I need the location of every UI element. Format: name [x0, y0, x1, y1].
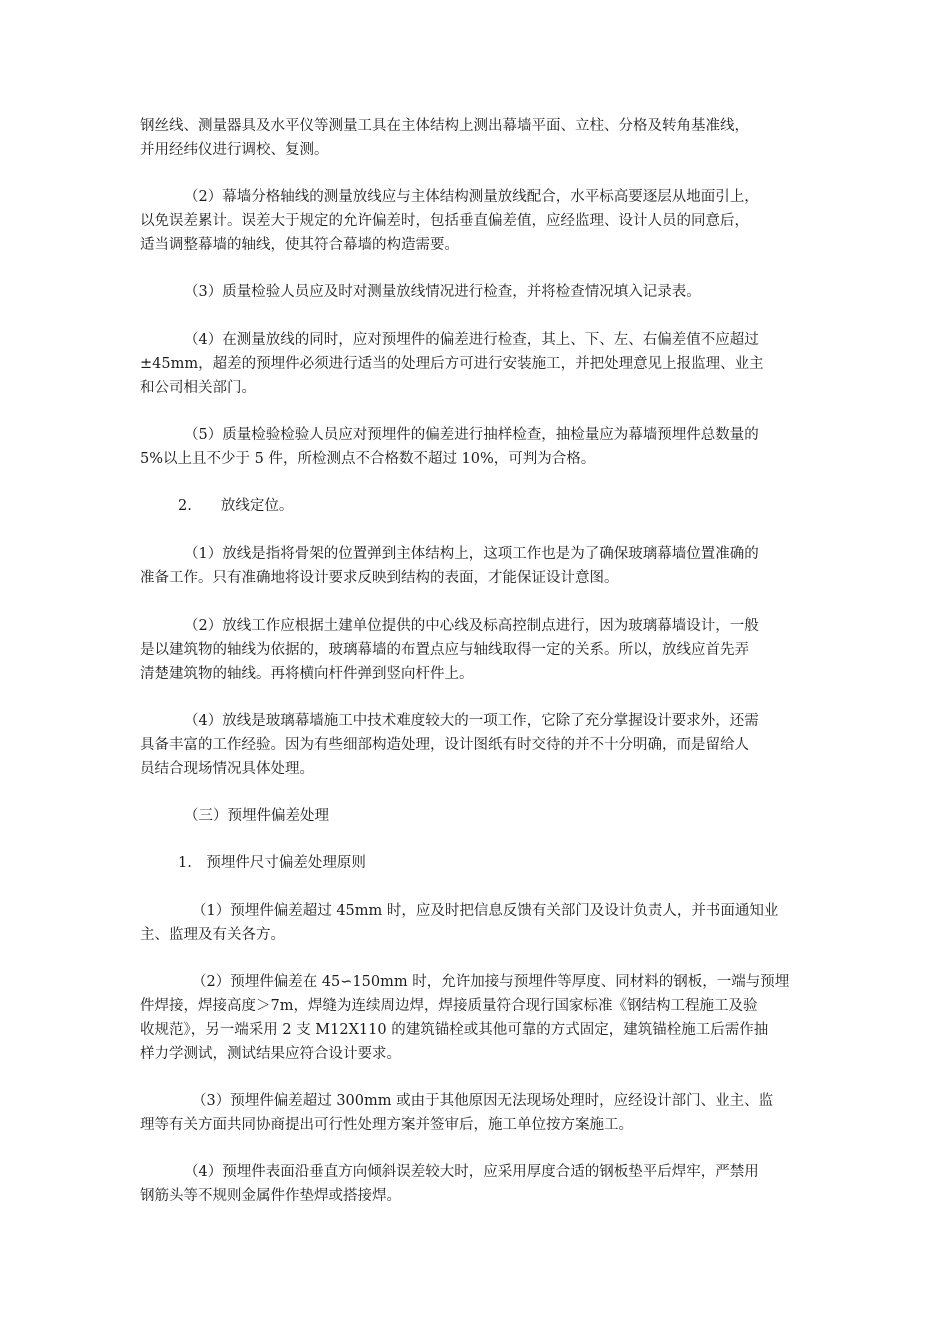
- subsection-heading-deviation-principles: [178, 851, 812, 875]
- paragraph-layout-1: [184, 542, 812, 566]
- text-line: 收规范》，另一端采用 2 支 M12X110 的建筑锚栓或其他可靠的方式固定，建筑锚栓施工后需作抽: [140, 1022, 769, 1038]
- text-line: 理等有关方面共同协商提出可行性处理方案并签审后，施工单位按方案施工。: [140, 1117, 633, 1133]
- text-line: 适当调整幕墙的轴线，使其符合幕墙的构造需要。: [140, 237, 459, 253]
- paragraph-layout-2-cont: [140, 638, 812, 686]
- text-line: （1）放线是指将骨架的位置弹到主体结构上，这项工作也是为了确保玻璃幕墙位置准确的: [184, 546, 759, 562]
- paragraph-layout-4-cont: [140, 733, 812, 781]
- text-line: （2）预埋件偏差在 45∽150mm 时，允许加接与预埋件等厚度、同材料的钢板，一端与预埋: [192, 974, 790, 990]
- text-line: 员结合现场情况具体处理。: [140, 761, 314, 777]
- section-heading-layout-positioning: [178, 494, 812, 518]
- paragraph-principle-1-cont: [140, 923, 812, 947]
- paragraph-principle-2: [192, 970, 812, 994]
- text-line: （4）预埋件表面沿垂直方向倾斜误差较大时，应采用厚度合适的钢板垫平后焊牢，严禁用: [184, 1164, 759, 1180]
- text-line: 样力学测试，测试结果应符合设计要求。: [140, 1046, 401, 1062]
- text-line: （2）放线工作应根据土建单位提供的中心线及标高控制点进行，因为玻璃幕墙设计，一般: [184, 618, 759, 634]
- text-line: 1. 预埋件尺寸偏差处理原则: [178, 855, 366, 871]
- text-line: （3）质量检验人员应及时对测量放线情况进行检查，并将检查情况填入记录表。: [184, 284, 701, 300]
- text-line: 5%以上且不少于 5 件，所检测点不合格数不超过 10%，可判为合格。: [140, 451, 596, 467]
- text-line: 准备工作。只有准确地将设计要求反映到结构的表面，才能保证设计意图。: [140, 570, 619, 586]
- paragraph-item-3-inspection: [184, 280, 812, 304]
- paragraph-layout-4: [184, 709, 812, 733]
- text-line: （5）质量检验检验人员应对预埋件的偏差进行抽样检查，抽检量应为幕墙预埋件总数量的: [184, 427, 759, 443]
- text-line: （1）预埋件偏差超过 45mm 时，应及时把信息反馈有关部门及设计负责人，并书面通知业: [192, 903, 779, 919]
- text-line: 钢丝线、测量器具及水平仪等测量工具在主体结构上测出幕墙平面、立柱、分格及转角基准线，: [140, 118, 749, 134]
- paragraph-item-5-sampling: [184, 423, 812, 447]
- paragraph-principle-2-cont: [140, 994, 812, 1066]
- text-line: 件焊接，焊接高度＞7m，焊缝为连续周边焊，焊接质量符合现行国家标准《钢结构工程施工及验: [140, 998, 758, 1014]
- paragraph-principle-3: [192, 1089, 812, 1113]
- paragraph-item-4-embedded-check-cont: [140, 352, 812, 400]
- text-line: 清楚建筑物的轴线。再将横向杆件弹到竖向杆件上。: [140, 666, 474, 682]
- text-line: 2. 放线定位。: [178, 498, 294, 514]
- paragraph-item-2-axis-layout-cont: [140, 209, 812, 257]
- text-line: （三）预埋件偏差处理: [184, 808, 329, 824]
- text-line: 并用经纬仪进行调校、复测。: [140, 142, 329, 158]
- text-line: 具备丰富的工作经验。因为有些细部构造处理，设计图纸有时交待的并不十分明确，而是留给人: [140, 737, 749, 753]
- text-line: （4）放线是玻璃幕墙施工中技术难度较大的一项工作，它除了充分掌握设计要求外，还需: [184, 713, 759, 729]
- paragraph-item-5-sampling-cont: [140, 447, 812, 471]
- text-line: （4）在测量放线的同时，应对预埋件的偏差进行检查，其上、下、左、右偏差值不应超过: [184, 332, 759, 348]
- text-line: 主、监理及有关各方。: [140, 927, 285, 943]
- text-line: 钢筋头等不规则金属件作垫焊或搭接焊。: [140, 1188, 401, 1204]
- text-line: 是以建筑物的轴线为依据的，玻璃幕墙的布置点应与轴线取得一定的关系。所以，放线应首先弄: [140, 642, 749, 658]
- paragraph-item-2-axis-layout: [184, 185, 812, 209]
- paragraph-principle-3-cont: [140, 1113, 812, 1137]
- text-line: 以免误差累计。误差大于规定的允许偏差时，包括垂直偏差值，应经监理、设计人员的同意后，: [140, 213, 749, 229]
- section-heading-embedded-deviation: [184, 804, 812, 828]
- text-line: ±45mm，超差的预埋件必须进行适当的处理后方可进行安装施工，并把处理意见上报监理、业主: [140, 356, 764, 372]
- paragraph-principle-4-cont: [140, 1184, 812, 1208]
- paragraph-layout-2: [184, 614, 812, 638]
- paragraph-layout-1-cont: [140, 566, 812, 590]
- text-line: （2）幕墙分格轴线的测量放线应与主体结构测量放线配合，水平标高要逐层从地面引上，: [184, 189, 759, 205]
- paragraph-principle-4: [184, 1160, 812, 1184]
- text-line: 和公司相关部门。: [140, 380, 256, 396]
- paragraph-survey-tools-continued: [140, 114, 812, 162]
- paragraph-principle-1: [192, 899, 812, 923]
- paragraph-item-4-embedded-check: [184, 328, 812, 352]
- text-line: （3）预埋件偏差超过 300mm 或由于其他原因无法现场处理时，应经设计部门、业主、监: [192, 1093, 774, 1109]
